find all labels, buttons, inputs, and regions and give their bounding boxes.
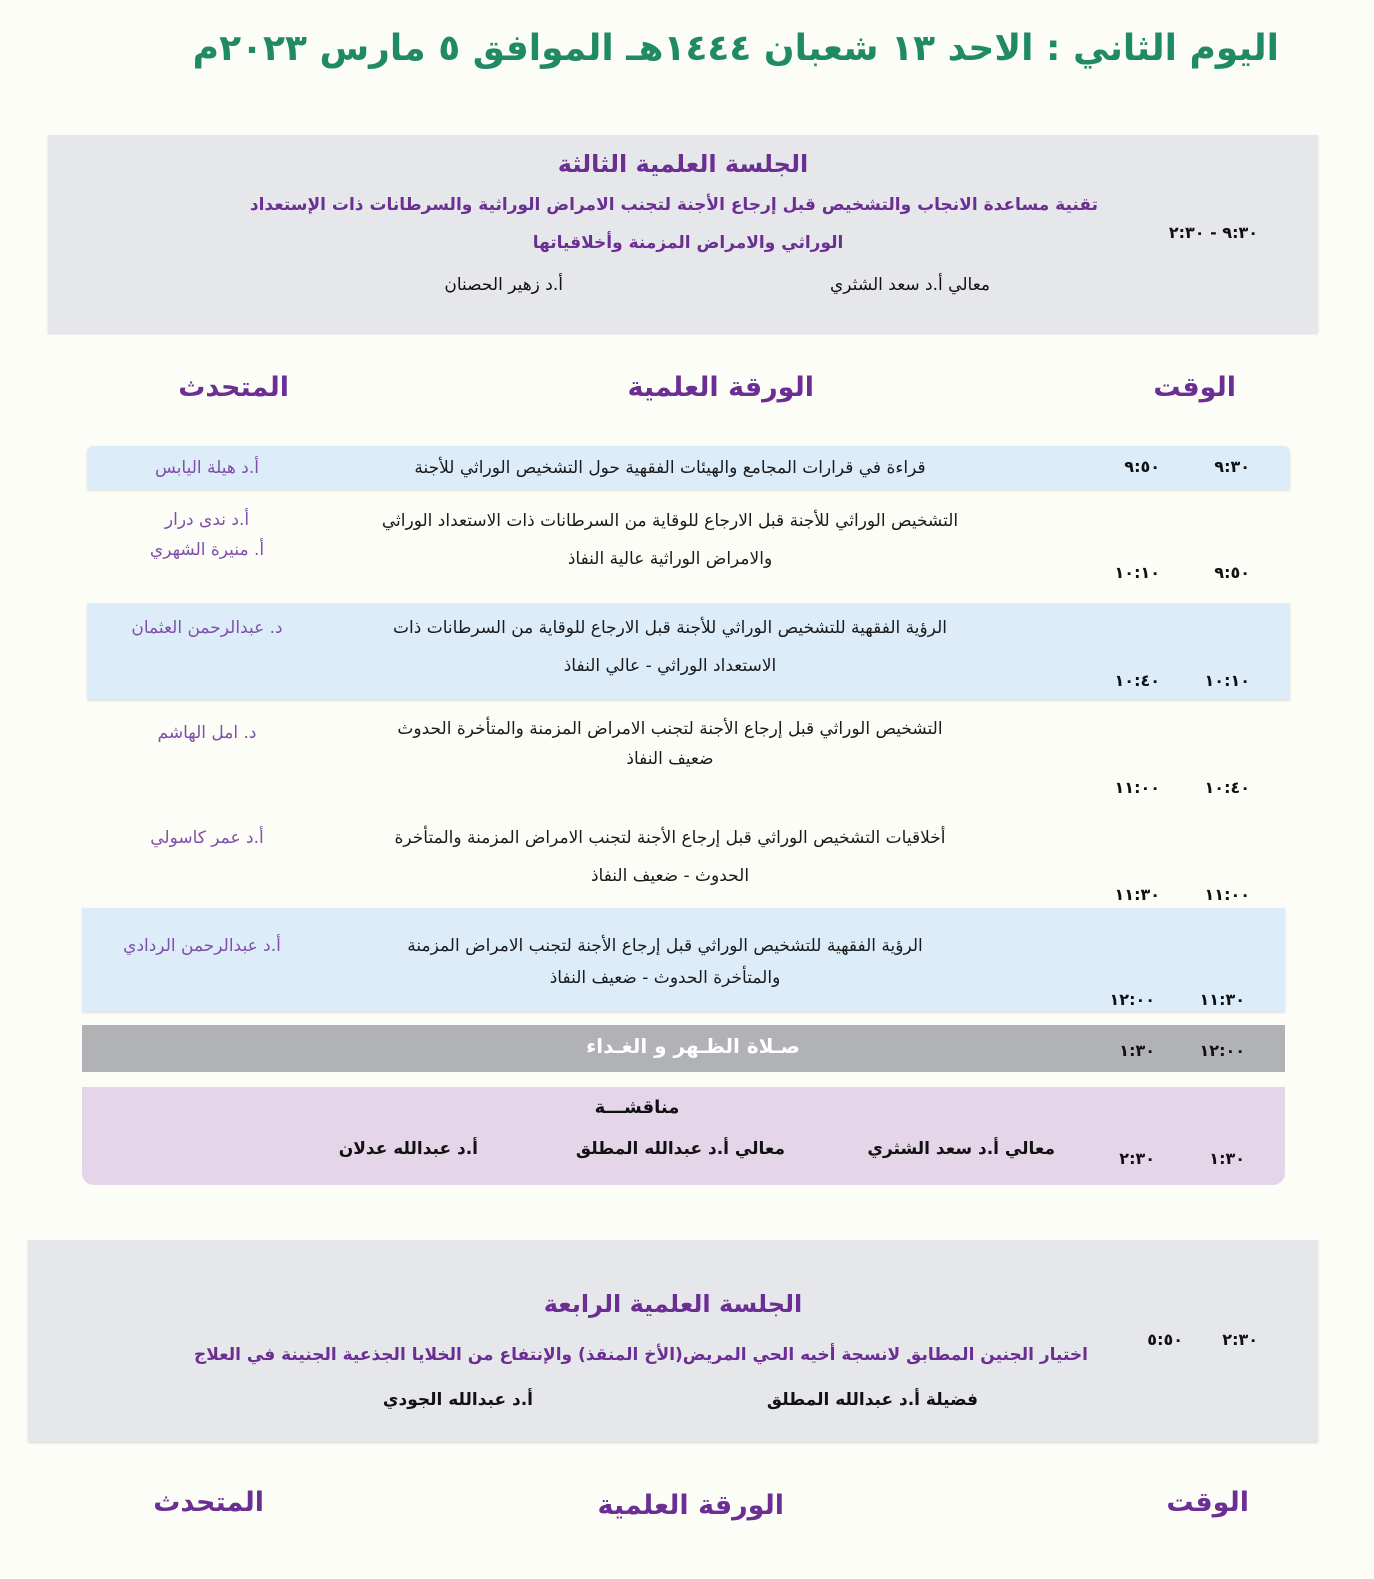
table-row (87, 700, 1290, 805)
column-header-speaker: المتحدث (153, 1487, 264, 1518)
table-row (87, 805, 1290, 908)
session-4-name: الجلسة العلمية الرابعة (543, 1290, 803, 1318)
session-4-topic: اختيار الجنين المطابق لانسجة أخيه الحي المريض(الأخ المنقذ) والإنتفاع من الخلايا الجذعية الجنينة في العلاج (193, 1345, 1088, 1365)
column-header-time: الوقت (1166, 1487, 1249, 1518)
session-3-name: الجلسة العلمية الثالثة (557, 150, 809, 178)
speaker: أ.د هيلة اليابس (155, 458, 259, 478)
paper-title: التشخيص الوراثي قبل إرجاع الأجنة لتجنب الامراض المزمنة والمتأخرة الحدوث ضعيف النفاذ (397, 719, 943, 769)
start-time: ١٠:١٠ (1204, 671, 1250, 690)
discussion-person: أ.د عبدالله عدلان (338, 1139, 478, 1159)
end-time: ١٢:٠٠ (1109, 990, 1155, 1009)
paper-title: الرؤية الفقهية للتشخيص الوراثي للأجنة قبل الارجاع للوقاية من السرطانات ذات الاستعداد الوراثي - عالي النفاذ (393, 618, 947, 676)
start-time: ٩:٣٠ (1214, 457, 1250, 476)
start-time: ١١:٣٠ (1199, 990, 1245, 1009)
discussion-person: معالي أ.د سعد الشثري (867, 1139, 1055, 1159)
start-time: ١٢:٠٠ (1199, 1041, 1245, 1060)
column-header-paper: الورقة العلمية (627, 372, 814, 403)
table-row (82, 908, 1285, 1012)
end-time: ٩:٥٠ (1124, 457, 1160, 476)
speaker: د. امل الهاشم (157, 723, 257, 743)
session-4-box (28, 1240, 1318, 1442)
column-header-time: الوقت (1153, 372, 1236, 403)
session-4-end-time: ٥:٥٠ (1147, 1330, 1183, 1349)
page-title: اليوم الثاني : الاحد ١٣ شعبان ١٤٤٤هـ الموافق ٥ مارس ٢٠٢٣م (192, 28, 1279, 69)
discussion-row (82, 1087, 1285, 1185)
discussion-person: معالي أ.د عبدالله المطلق (575, 1139, 785, 1159)
start-time: ٩:٥٠ (1214, 563, 1250, 582)
lunch-label: صـلاة الظـهر و الغـداء (586, 1034, 800, 1058)
paper-title: قراءة في قرارات المجامع والهيئات الفقهية حول التشخيص الوراثي للأجنة (414, 458, 926, 478)
end-time: ٢:٣٠ (1119, 1149, 1155, 1168)
speaker: أ.د عبدالرحمن الردادي (123, 936, 281, 956)
session-3-chair: معالي أ.د سعد الشثري (830, 275, 990, 295)
end-time: ١١:٠٠ (1114, 778, 1160, 797)
table-row (87, 603, 1290, 700)
start-time: ١١:٠٠ (1204, 885, 1250, 904)
end-time: ١١:٣٠ (1114, 885, 1160, 904)
paper-title: التشخيص الوراثي للأجنة قبل الارجاع للوقاية من السرطانات ذات الاستعداد الوراثي والامراض الوراثية عالية النفاذ (381, 511, 959, 569)
start-time: ١:٣٠ (1209, 1149, 1245, 1168)
discussion-label: مناقشـــة (594, 1097, 680, 1118)
session-4-chair: أ.د عبدالله الجودي (382, 1390, 533, 1410)
end-time: ١:٣٠ (1119, 1041, 1155, 1060)
session-3-topic-line1: تقنية مساعدة الانجاب والتشخيص قبل إرجاع الأجنة لتجنب الامراض الوراثية والسرطانات ذات الإستعداد (249, 195, 1098, 215)
session-3-chair: أ.د زهير الحصنان (444, 275, 563, 295)
session-3-topic-line2: الوراثي والامراض المزمنة وأخلاقياتها (532, 233, 844, 253)
speaker: أ.د ندى درار أ. منيرة الشهري (149, 510, 265, 560)
session-4-chair: فضيلة أ.د عبدالله المطلق (766, 1390, 978, 1410)
paper-title: الرؤية الفقهية للتشخيص الوراثي قبل إرجاع الأجنة لتجنب الامراض المزمنة والمتأخرة الحدوث - ضعيف النفاذ (407, 936, 923, 988)
session-3-box (48, 135, 1318, 333)
end-time: ١٠:٤٠ (1114, 671, 1160, 690)
paper-title: أخلاقيات التشخيص الوراثي قبل إرجاع الأجنة لتجنب الامراض المزمنة والمتأخرة الحدوث - ضعيف النفاذ (394, 828, 946, 886)
column-header-paper: الورقة العلمية (597, 1490, 784, 1521)
speaker: د. عبدالرحمن العثمان (131, 618, 283, 638)
session-4-start-time: ٢:٣٠ (1222, 1330, 1258, 1349)
session-3-time: ٩:٣٠ - ٢:٣٠ (1168, 223, 1258, 242)
end-time: ١٠:١٠ (1114, 563, 1160, 582)
start-time: ١٠:٤٠ (1204, 778, 1250, 797)
table-row (87, 490, 1290, 603)
lunch-row (82, 1025, 1285, 1072)
table-row (87, 446, 1290, 490)
column-header-speaker: المتحدث (178, 372, 289, 403)
speaker: أ.د عمر كاسولي (150, 828, 264, 848)
